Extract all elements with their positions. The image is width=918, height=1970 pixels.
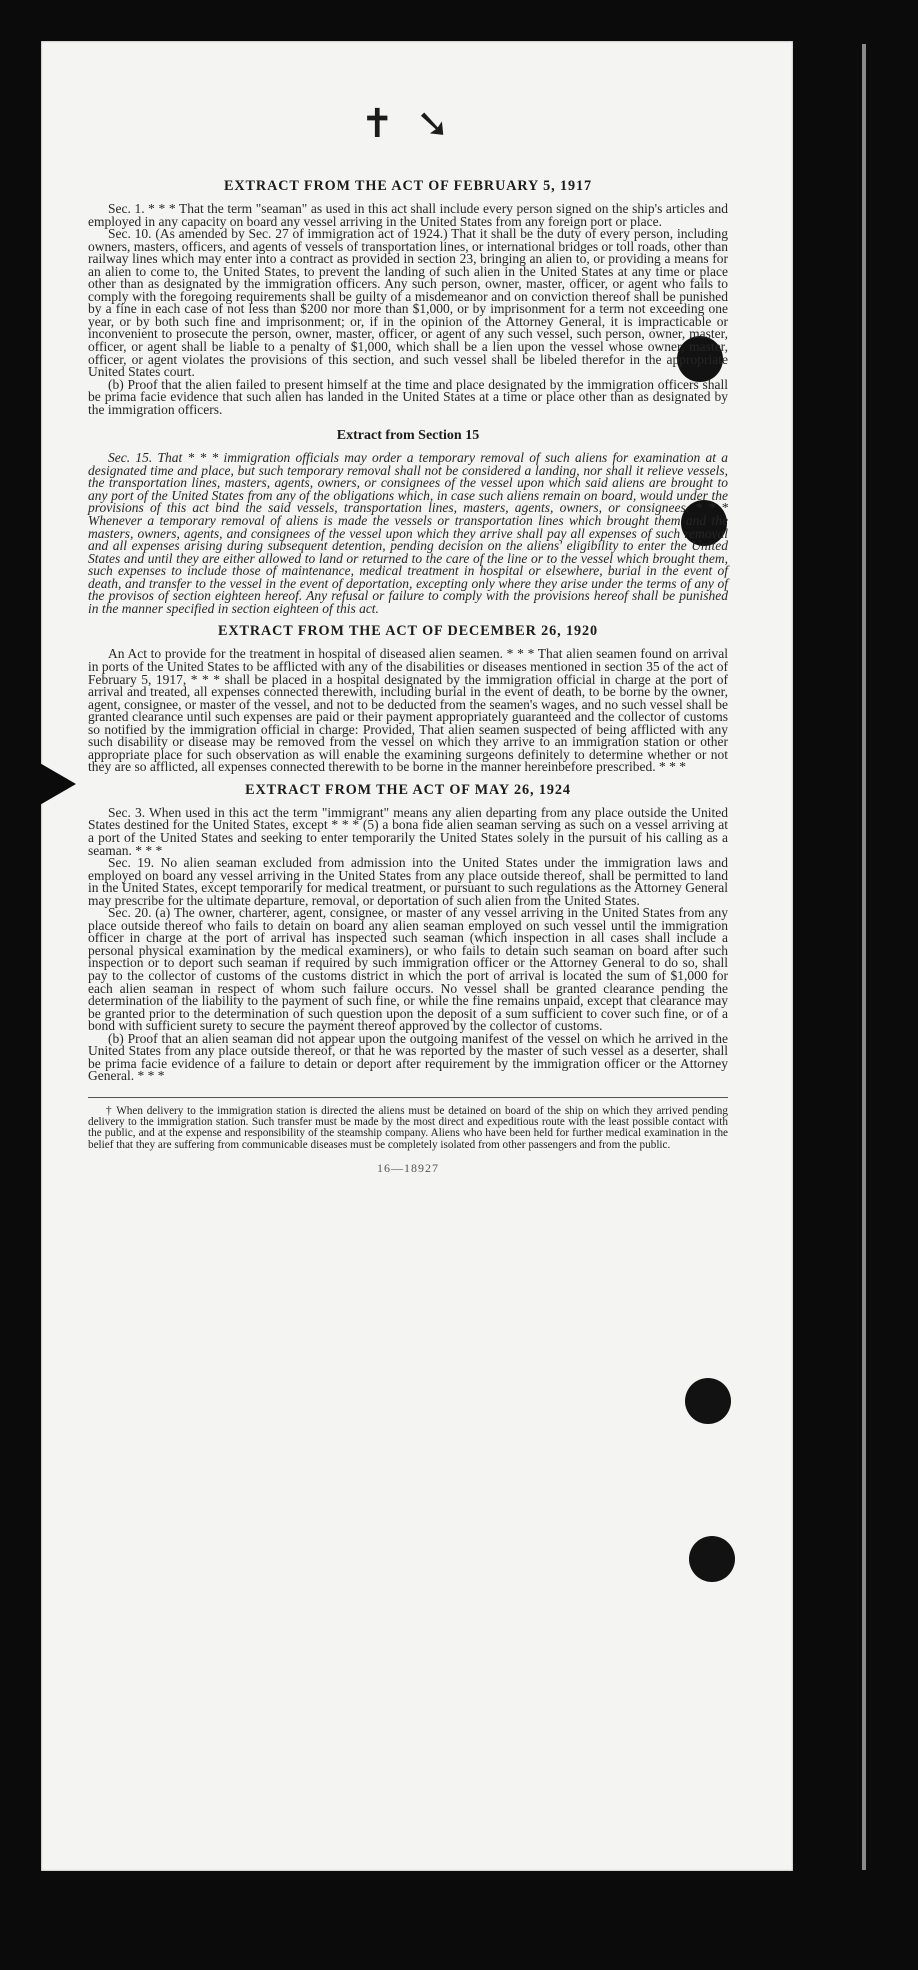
heading-act-1920: EXTRACT FROM THE ACT OF DECEMBER 26, 1920 — [217, 623, 599, 640]
paragraph-sec-10: Sec. 10. (As amended by Sec. 27 of immigration act of 1924.) That it shall be the duty of every person, including owners, masters, officers, and agents of vessels of transportation lines, or international bridges or toll roads, other than railway lines which may enter into a contract as provided in section 23, bringing an alien to, or providing a means for an alien to come to, the United States, to prevent the landing of such alien in the United States at any time or place other than as designated by the immigration officers. Any such person, owner, master, officer, or agent who fails to comply with the foregoing requirements shall be guilty of a misdemeanor and on conviction thereof shall be punished by a fine in each case of not less than $200 nor more than $1,000, or by imprisonment for a term not exceeding one year, or by both such fine and imprisonment; or, if in the opinion of the Attorney General, it is impracticable or inconvenient to prosecute the person, owner, master, officer, or agent of any such vessel, such person, owner, master, officer, or agent shall be liable to a penalty of $1,000, which shall be a lien upon the vessel whose owner, master, officer, or agent violates the provisions of this section, and such vessel shall be libeled therefor in the appropriate United States court. — [88, 226, 728, 380]
footnote: † When delivery to the immigration station is directed the aliens must be detained on board of the ship on which they arrived pending delivery to the immigration station. Such transfer must be made by the most direct and expeditious route with the least possible contact with the public, and at the expense and responsibility of the steamship company. Aliens who have been held for further medical examination in the belief that they are suffering from communicable diseases must be completely isolated from other passengers and from the public. — [88, 1104, 728, 1151]
punch-hole-3 — [685, 1378, 731, 1424]
heading-act-1917: EXTRACT FROM THE ACT OF FEBRUARY 5, 1917 — [224, 178, 592, 194]
paragraph-sec-19: Sec. 19. No alien seaman excluded from admission into the United States under the immigration laws and employed on board any vessel arriving in the United States from any place outside thereof, shall be permitted to land in the United States, except temporarily for medical treatment, or pursuant to such regulations as the Attorney General may prescribe for the ultimate departure, removal, or deportation of such alien from the United States. — [88, 855, 728, 908]
page-number: 16—18927 — [377, 1160, 439, 1175]
punch-hole-4 — [689, 1536, 735, 1582]
paragraph-sec-15: Sec. 15. That * * * immigration officials may order a temporary removal of such aliens for examination at a designated time and place, but such temporary removal shall not be considered a landing, nor shall it relieve vessels, the transportation lines, masters, agents, owners, or consignees of the vessel upon which said aliens are brought to any port of the United States from any of the obligations which, in case such aliens remain on board, would under the provisions of this act bind the said vessels, transportation lines, masters, agents, owners, or consignees. * * * Whenever a temporary removal of aliens is made the vessels or transportation lines which brought them and the masters, owners, agents, and consignees of the vessel upon which they arrive shall pay all expenses of such removal and all expenses arising during subsequent detention, pending decision on the aliens' eligibility to enter the United States and until they are either allowed to land or returned to the care of the line or to the vessel which brought them, such expenses to include those of maintenance, medical treatment in hospital or elsewhere, burial in the event of death, and transfer to the vessel in the event of deportation, excepting only where they arise under the terms of any of the provisos of section eighteen hereof. Any refusal or failure to comply with the provisions hereof shall be punished in the manner specified in section eighteen of this act. — [88, 450, 728, 616]
paragraph-sec-10-b: (b) Proof that the alien failed to present himself at the time and place designated by the immigration officers shall be prima facie evidence that such alien has landed in the United States at a time or place other than as designated by the immigration officers. — [88, 376, 728, 417]
document-content — [88, 78, 728, 1176]
heading-act-1924: EXTRACT FROM THE ACT OF MAY 26, 1924 — [245, 781, 571, 798]
paragraph-act-1920: An Act to provide for the treatment in hospital of diseased alien seamen. * * * That alien seamen found on arrival in ports of the United States to be afflicted with any of the disabilities or diseases mentioned in section 35 of the act of February 5, 1917, * * * shall be placed in a hospital designated by the immigration official in charge at the port of arrival and treated, all expenses connected therewith, including burial in the event of death, to be borne by the owner, agent, consignee, or master of the vessel, and not to be deducted from the seamen's wages, and no such vessel shall be granted clearance until such expenses are paid or their payment appropriately guaranteed and the collector of customs so notified by the immigration official in charge: Provided, That alien seamen suspected of being afflicted with any such disability or disease may be removed from the vessel on which they arrive to an immigration station or other appropriate place for such observation as will enable the examining surgeons definitely to determine whether or not they are so afflicted, all expenses connected therewith to be borne in the manner hereinbefore prescribed. * * * — [88, 646, 728, 775]
heading-section-15: Extract from Section 15 — [336, 428, 480, 444]
footnote-divider — [88, 1097, 728, 1098]
emblem-mark: ✝ ➘ — [360, 101, 456, 146]
paragraph-sec-20-a: Sec. 20. (a) The owner, charterer, agent, consignee, or master of any vessel arriving in the United States from any place outside thereof who fails to detain on board any alien seaman employed on such vessel until the immigration officer in charge at the port of arrival has inspected such seaman (which inspection in all cases shall include a personal physical examination by the medical examiners), or who fails to detain such seaman on board after such inspection or to deport such seaman if required by such immigration officer or the Attorney General to do so, shall pay to the collector of customs of the customs district in which the port of arrival is located the sum of $1,000 for each alien seaman in respect of whom such failure occurs. No vessel shall be granted clearance pending the determination of the liability to the payment of such fine, or while the fine remains unpaid, except that clearance may be granted prior to the determination of such question upon the deposit of a sum sufficient to cover such fine, or of a bond with sufficient surety to secure the payment thereof approved by the collector of customs. — [88, 905, 728, 1034]
paragraph-sec-3: Sec. 3. When used in this act the term "immigrant" means any alien departing from any place outside the United States destined for the United States, except * * * (5) a bona fide alien seaman serving as such on a vessel arriving at a port of the United States and seeking to enter temporarily the United States solely in the pursuit of his calling as a seaman. * * * — [88, 804, 728, 858]
scan-notch — [38, 762, 76, 806]
paragraph-sec-1: Sec. 1. * * * That the term "seaman" as used in this act shall include every person signed on the ship's articles and employed in any capacity on board any vessel arriving in the United States from any foreign port or place. — [88, 201, 728, 229]
scan-edge-line — [862, 44, 866, 1870]
paragraph-sec-20-b: (b) Proof that an alien seaman did not appear upon the outgoing manifest of the vessel on which he arrived in the United States from any place outside thereof, or that he was reported by the master of such vessel as a deserter, shall be prima facie evidence of a failure to detain or deport after requirement by the immigration officer or the Attorney General. * * * — [88, 1030, 728, 1084]
